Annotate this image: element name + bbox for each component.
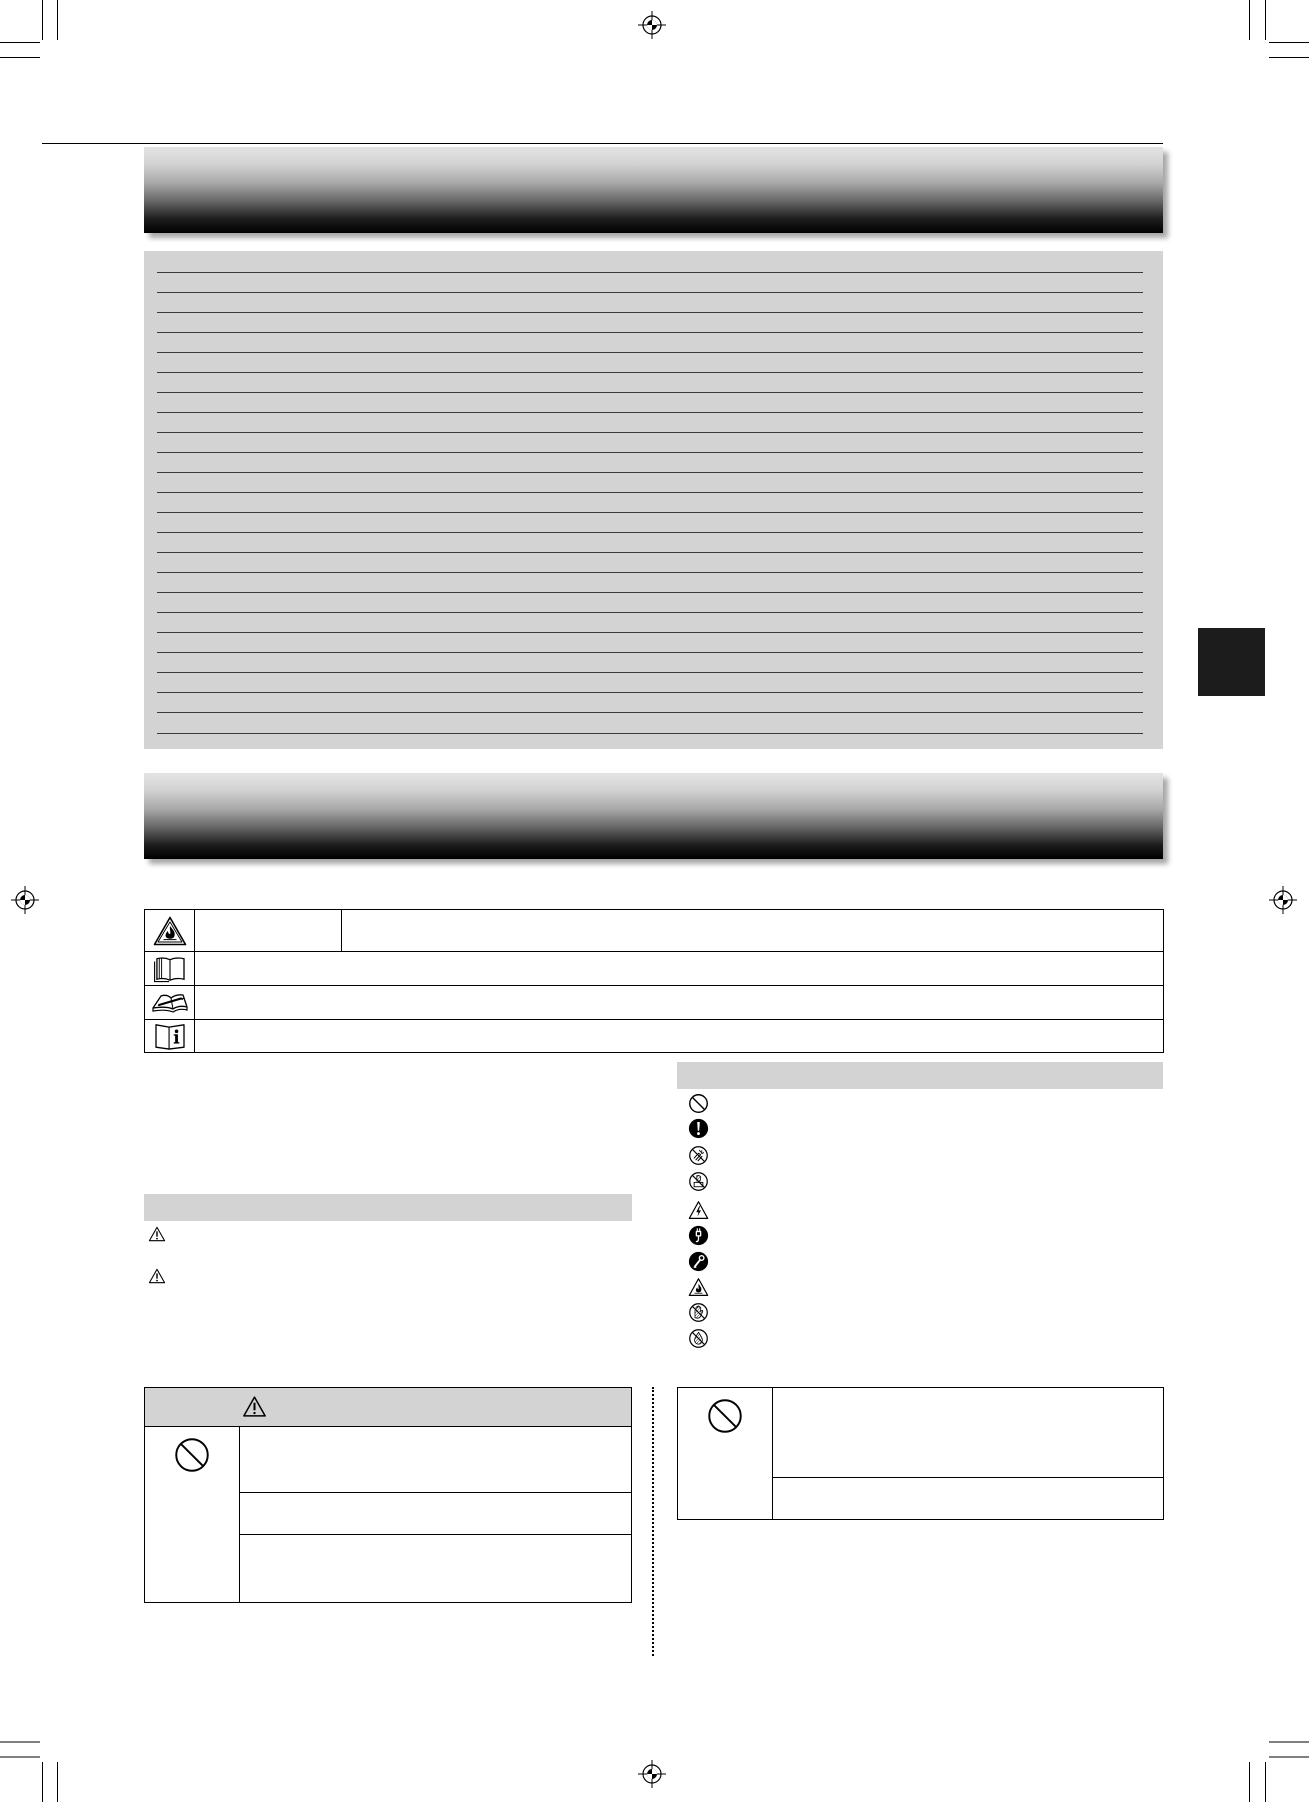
prohibition-icon	[174, 1437, 210, 1473]
no-water-splash-icon	[688, 1328, 709, 1349]
ruled-line	[157, 733, 1143, 734]
crop-mark-top-right	[1250, 0, 1309, 58]
flammable-refrigerant-warning-icon	[153, 916, 187, 946]
warning-triangle-icon	[148, 1226, 166, 1242]
crop-mark-bottom-left	[0, 1742, 58, 1802]
ruled-line	[157, 472, 1143, 473]
ruled-line	[157, 412, 1143, 413]
symbol-icon-cell	[145, 952, 195, 985]
column-divider	[652, 1387, 654, 1656]
caution-icon-cell	[678, 1388, 773, 1519]
ruled-line	[157, 372, 1143, 373]
symbol-description-cell	[342, 910, 1163, 951]
symbol-table	[144, 909, 1164, 1053]
warning-icon-cell	[145, 1427, 240, 1602]
ruled-line	[157, 692, 1143, 693]
ruled-line	[157, 652, 1143, 653]
symbol-description-cell	[195, 986, 1163, 1019]
ruled-line	[157, 312, 1143, 313]
ruled-line	[157, 492, 1143, 493]
symbol-table-row	[145, 1020, 1163, 1052]
warning-text-row	[240, 1493, 631, 1535]
symbol-table-row	[145, 952, 1163, 986]
no-stepping-icon	[688, 1171, 709, 1192]
warning-triangle-icon	[148, 1268, 166, 1284]
caution-box	[677, 1387, 1164, 1520]
ruled-line	[157, 572, 1143, 573]
top-rule	[42, 143, 1163, 144]
warning-text-row	[240, 1427, 631, 1493]
ruled-line	[157, 712, 1143, 713]
service-manual-icon	[151, 990, 189, 1016]
fire-warning-icon	[688, 1277, 709, 1298]
no-finger-insert-icon	[688, 1145, 709, 1166]
ruled-line	[157, 452, 1143, 453]
symbol-table-row	[145, 910, 1163, 952]
warning-box-header	[145, 1388, 631, 1427]
contents-panel	[144, 251, 1163, 749]
caution-text-row	[773, 1478, 1163, 1519]
unplug-power-icon	[688, 1225, 709, 1246]
crop-mark-top-left	[0, 0, 58, 58]
side-section-tab	[1198, 628, 1265, 696]
no-wet-hands-icon	[688, 1302, 709, 1323]
ruled-line	[157, 672, 1143, 673]
shut-off-power-icon	[688, 1251, 709, 1272]
notes-header-bar	[144, 1194, 632, 1221]
warning-triangle-icon	[242, 1395, 267, 1418]
registration-mark-icon	[638, 11, 666, 39]
ruled-line	[157, 352, 1143, 353]
warning-box	[144, 1387, 632, 1603]
symbol-label-cell	[195, 910, 342, 951]
safety-header-bar	[144, 773, 1163, 859]
contents-header-bar	[144, 147, 1163, 233]
ruled-line	[157, 552, 1143, 553]
read-instructions-icon	[153, 1022, 187, 1050]
ruled-line	[157, 632, 1143, 633]
ruled-line	[157, 292, 1143, 293]
warning-text-row	[240, 1535, 631, 1602]
caution-text-row	[773, 1388, 1163, 1478]
ruled-line	[157, 532, 1143, 533]
symbol-description-cell	[195, 1020, 1163, 1052]
symbol-icon-cell	[145, 910, 195, 951]
electric-shock-warning-icon	[688, 1200, 709, 1221]
prohibition-icon	[707, 1398, 743, 1434]
ruled-line	[157, 392, 1143, 393]
mandatory-action-icon	[688, 1118, 709, 1139]
ruled-line	[157, 512, 1143, 513]
ruled-line	[157, 592, 1143, 593]
symbol-table-row	[145, 986, 1163, 1020]
symbol-icon-cell	[145, 1020, 195, 1052]
registration-mark-icon	[1269, 886, 1297, 914]
operation-manual-icon	[152, 955, 188, 983]
ruled-line	[157, 432, 1143, 433]
registration-mark-icon	[11, 886, 39, 914]
symbol-legend-header-bar	[677, 1062, 1163, 1089]
registration-mark-icon	[638, 1760, 666, 1788]
symbol-icon-cell	[145, 986, 195, 1019]
crop-mark-bottom-right	[1250, 1742, 1309, 1802]
symbol-description-cell	[195, 952, 1163, 985]
prohibition-icon	[688, 1093, 709, 1114]
ruled-line	[157, 612, 1143, 613]
ruled-line	[157, 332, 1143, 333]
ruled-line	[157, 272, 1143, 273]
